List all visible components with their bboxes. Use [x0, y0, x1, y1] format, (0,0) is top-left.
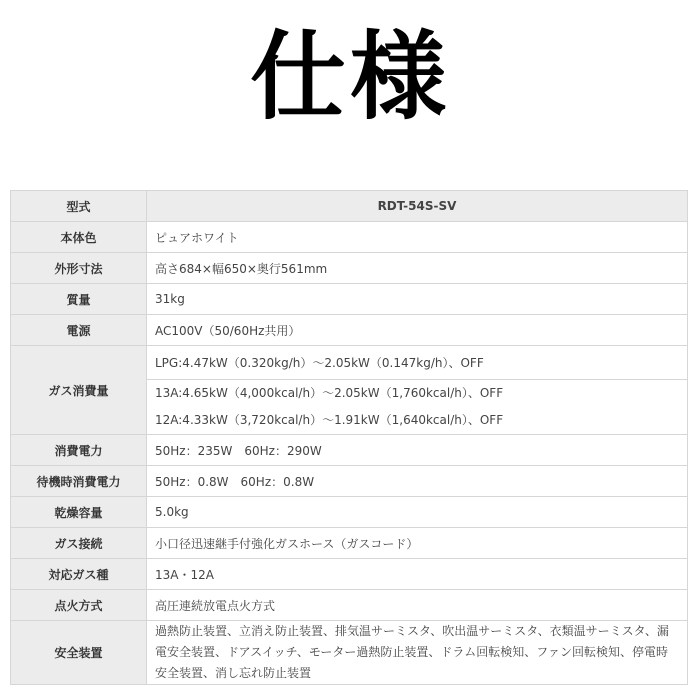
page-title: 仕様 — [250, 21, 450, 133]
spec-value: 高さ684×幅650×奥行561mm — [147, 253, 688, 284]
table-row — [11, 284, 688, 315]
spec-label: 対応ガス種 — [11, 559, 147, 590]
spec-value-13a: 13A:4.65kW（4,000kcal/h）～2.05kW（1,760kcal/h）、OFF — [155, 386, 504, 400]
table-row — [11, 435, 688, 466]
table-row — [11, 528, 688, 559]
spec-value-safety: 過熱防止装置、立消え防止装置、排気温サーミスタ、吹出温サーミスタ、衣類温サーミスタ、漏電安全装置、ドアスイッチ、モーター過熱防止装置、ドラム回転検知、ファン回転検知、停電時安全装置、消し忘れ防止装置 — [147, 621, 688, 685]
spec-label: 外形寸法 — [11, 253, 147, 284]
spec-label: 待機時消費電力 — [11, 466, 147, 497]
table-row — [11, 466, 688, 497]
spec-label: 質量 — [11, 284, 147, 315]
spec-value: 50Hz：0.8W 60Hz：0.8W — [147, 466, 688, 497]
spec-value: 高圧連続放電点火方式 — [147, 590, 688, 621]
table-row — [11, 315, 688, 346]
spec-label: 型式 — [11, 191, 147, 222]
table-row — [11, 621, 688, 685]
spec-label: 安全装置 — [11, 621, 147, 685]
spec-value-12a: 12A:4.33kW（3,720kcal/h）～1.91kW（1,640kcal/h）、OFF — [155, 413, 504, 427]
spec-value: 13A・12A — [147, 559, 688, 590]
spec-value-lpg: LPG:4.47kW（0.320kg/h）～2.05kW（0.147kg/h）、OFF — [147, 346, 688, 380]
table-row — [11, 253, 688, 284]
spec-value: 小口径迅速継手付強化ガスホース（ガスコード） — [147, 528, 688, 559]
table-row — [11, 346, 688, 380]
table-row — [11, 559, 688, 590]
spec-label: ガス接続 — [11, 528, 147, 559]
spec-label: ガス消費量 — [11, 346, 147, 435]
spec-label: 本体色 — [11, 222, 147, 253]
spec-value: ピュアホワイト — [147, 222, 688, 253]
table-row — [11, 497, 688, 528]
spec-table — [10, 190, 688, 685]
table-row — [11, 191, 688, 222]
spec-value: 5.0kg — [147, 497, 688, 528]
spec-label: 乾燥容量 — [11, 497, 147, 528]
spec-label: 電源 — [11, 315, 147, 346]
spec-label: 消費電力 — [11, 435, 147, 466]
spec-value: AC100V（50/60Hz共用） — [147, 315, 688, 346]
spec-value: 50Hz：235W 60Hz：290W — [147, 435, 688, 466]
spec-label: 点火方式 — [11, 590, 147, 621]
spec-value: RDT-54S-SV — [147, 191, 688, 222]
table-row — [11, 590, 688, 621]
spec-value-city-gas — [147, 380, 688, 435]
table-row — [11, 222, 688, 253]
spec-value: 31kg — [147, 284, 688, 315]
